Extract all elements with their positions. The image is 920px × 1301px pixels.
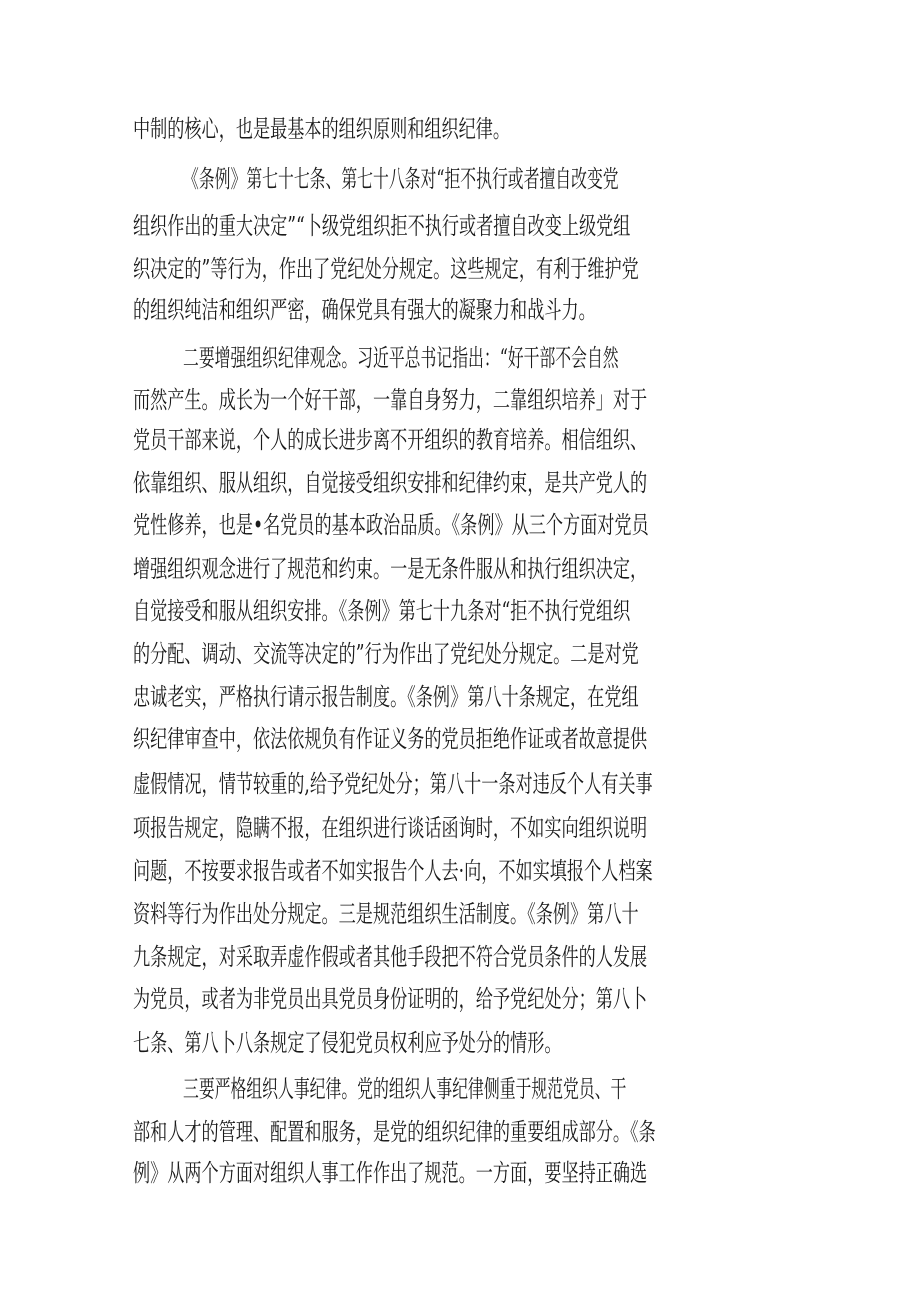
- text-line: 的分配、调动、交流等决定的”行为作出了党纪处分规定。二是对党: [133, 640, 639, 668]
- text-line: 的组织纯洁和组织严密，确保党具有强大的凝聚力和战斗力。: [133, 296, 596, 324]
- text-line: 《条例》第七十七条、第七十八条对“拒不执行或者擅自改变党: [183, 165, 619, 193]
- text-line: 织决定的”等行为，作出了党纪处分规定。这些规定，有利于维护党: [133, 255, 639, 283]
- text-line: 为党员，或者为非党员出具党员身份证明的，给予党纪处分；第八卜: [133, 985, 648, 1013]
- text-line: 资料等行为作出处分规定。三是规范组织生活制度。《条例》第八十: [133, 900, 639, 928]
- text-line: 问题，不按要求报告或者不如实报告个人去·向，不如实填报个人档案: [133, 857, 653, 885]
- text-line: 党员干部来说，个人的成长进步离不开组织的教育培养。相信组织、: [133, 426, 648, 454]
- text-line: 织纪律审查中，依法依规负有作证义务的党员拒绝作证或者故意提供: [133, 725, 648, 753]
- text-line: 部和人才的管理、配置和服务，是党的组织纪律的重要组成部分。《条: [133, 1118, 656, 1146]
- text-line: 虚假情况，情节较重的,给予党纪处分；第八十一条对违反个人有关事: [133, 770, 653, 798]
- text-line: 七条、第八卜八条规定了侵犯党员权利应予处分的情形。: [133, 1029, 562, 1057]
- text-line: 而然产生。成长为一个好干部，一靠自身努力，二靠组织培养」对于: [133, 386, 648, 414]
- text-line: 组织作出的重大决定”“卜级党组织拒不执行或者擅自改变上级党组: [133, 212, 631, 240]
- text-line: 忠诚老实，严格执行请示报告制度。《条例》第八十条规定，在党组: [133, 683, 639, 711]
- text-line: 自觉接受和服从组织安排。《条例》第七十九条对“拒不执行党组织: [133, 597, 631, 625]
- text-line: 例》从两个方面对组织人事工作作出了规范。一方面，要坚持正确选: [133, 1159, 648, 1187]
- text-line: 九条规定，对采取弄虚作假或者其他手段把不符合党员条件的人发展: [133, 943, 648, 971]
- text-line: 增强组织观念进行了规范和约束。一是无条件服从和执行组织决定，: [133, 555, 648, 583]
- text-line: 二要增强组织纪律观念。习近平总书记指出：“好干部不会自然: [183, 344, 619, 372]
- text-line: 项报告规定，隐瞒不报，在组织进行谈话函询时，不如实向组织说明: [133, 814, 648, 842]
- text-line: 中制的核心，也是最基本的组织原则和组织纪律。: [133, 115, 511, 143]
- text-line: 依靠组织、服从组织，自觉接受组织安排和纪律约束，是共产党人的: [133, 469, 648, 497]
- text-line: 党性修养，也是•名党员的基本政治品质。《条例》从三个方面对党员: [133, 511, 649, 539]
- text-line: 三要严格组织人事纪律。党的组织人事纪律侧重于规范党员、干: [183, 1075, 627, 1103]
